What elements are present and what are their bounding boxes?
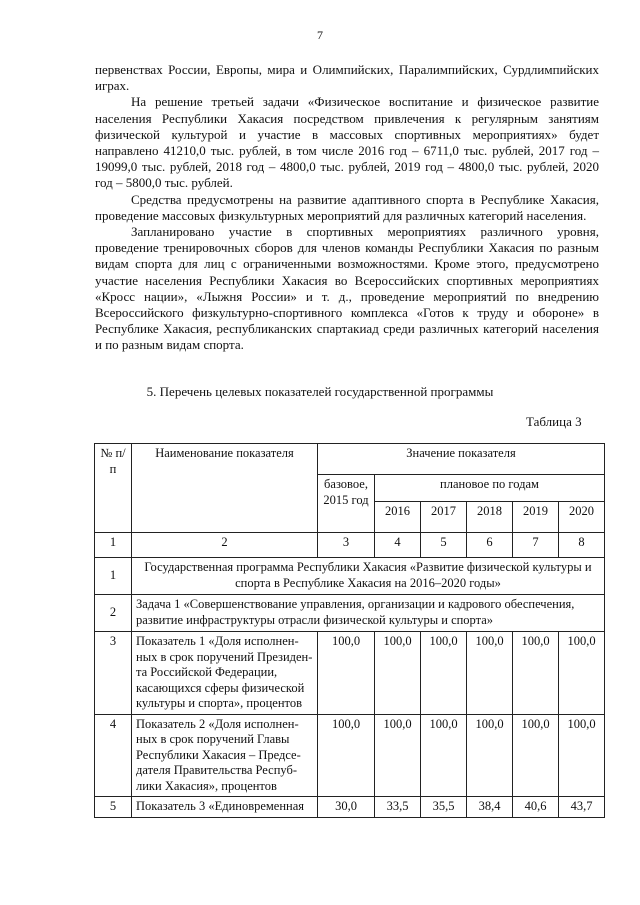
value-base: 30,0	[318, 797, 375, 818]
value-2016: 33,5	[375, 797, 421, 818]
value-2020: 43,7	[559, 797, 605, 818]
column-number: 1	[95, 533, 132, 558]
header-year: 2017	[421, 502, 467, 533]
section-title: 5. Перечень целевых показателей государственной программы	[146, 384, 494, 399]
header-value-group: Значение показателя	[318, 444, 605, 475]
program-title: Государственная программа Республики Хакасия «Развитие физической культуры и спорта в Республике Хакасия на 2016–2020 годы»	[132, 558, 605, 595]
header-planned: плановое по годам	[375, 475, 605, 502]
column-number: 3	[318, 533, 375, 558]
value-2020: 100,0	[559, 632, 605, 715]
paragraph-3: Средства предусмотрены на развитие адаптивного спорта в Республике Хакасия, проведение массовых физкультурных мероприятий для различных категорий населения.	[95, 191, 599, 223]
task-title: Задача 1 «Совершенствование управления, организации и кадрового обеспечения, развитие инфраструктуры отрасли физической культуры и спорта»	[132, 595, 605, 632]
value-2018: 100,0	[467, 714, 513, 797]
paragraph-2: На решение третьей задачи «Физическое воспитание и физическое развитие населения Республики Хакасия посредством привлечения к регулярным занятиям физической культурой и участие в массовых спортивных мероприятиях» будет направлено 41210,0 тыс. рублей, в том числе 2016 год – 6711,0 тыс. рублей, 2017 год – 19099,0 тыс. рублей, 2018 год – 4800,0 тыс. рублей, 2019 год – 4800,0 тыс. рублей, 2020 год – 5800,0 тыс. рублей.	[95, 94, 599, 191]
value-2019: 100,0	[513, 632, 559, 715]
paragraph-1: первенствах России, Европы, мира и Олимпийских, Паралимпийских, Сурдлимпийских играх.	[95, 62, 599, 94]
header-year: 2019	[513, 502, 559, 533]
row-number: 1	[95, 558, 132, 595]
header-year: 2016	[375, 502, 421, 533]
paragraph-4: Запланировано участие в спортивных мероприятиях различного уровня, проведение тренировочных сборов для членов команды Республики Хакасия по разным видам спорта для лиц с ограниченными возможностями. Кроме этого, предусмотрено участие населения Республики Хакасия во Всероссийских спортивных мероприятиях «Кросс нации», «Лыжня России» и т. д., проведение мероприятий по внедрению Всероссийского физкультурно-спортивного комплекса «Готов к труду и обороне» в Республике Хакасия, республиканских спартакиад среди различных категорий населения и по разным видам спорта.	[95, 224, 599, 353]
indicators-table	[94, 443, 605, 818]
table-row	[95, 797, 605, 818]
column-number: 5	[421, 533, 467, 558]
column-number: 8	[559, 533, 605, 558]
header-year: 2018	[467, 502, 513, 533]
header-year: 2020	[559, 502, 605, 533]
value-2017: 100,0	[421, 632, 467, 715]
header-row-1	[95, 444, 605, 475]
column-number-row	[95, 533, 605, 558]
value-base: 100,0	[318, 714, 375, 797]
table-row	[95, 714, 605, 797]
column-number: 6	[467, 533, 513, 558]
header-base: базовое, 2015 год	[318, 475, 375, 533]
value-2017: 35,5	[421, 797, 467, 818]
value-2019: 100,0	[513, 714, 559, 797]
page-number: 7	[317, 28, 323, 42]
row-number: 5	[95, 797, 132, 818]
table-label: Таблица 3	[526, 414, 582, 429]
column-number: 4	[375, 533, 421, 558]
value-2016: 100,0	[375, 632, 421, 715]
indicator-name: Показатель 1 «Доля исполнен-ных в срок поручений Президен-та Российской Федерации, касающихся сферы физической культуры и спорта», процентов	[132, 632, 318, 715]
value-2017: 100,0	[421, 714, 467, 797]
table-row	[95, 632, 605, 715]
column-number: 2	[132, 533, 318, 558]
value-2018: 38,4	[467, 797, 513, 818]
value-2019: 40,6	[513, 797, 559, 818]
row-number: 4	[95, 714, 132, 797]
header-num: № п/п	[95, 444, 132, 533]
value-2020: 100,0	[559, 714, 605, 797]
value-base: 100,0	[318, 632, 375, 715]
value-2018: 100,0	[467, 632, 513, 715]
header-name: Наименование показателя	[132, 444, 318, 533]
table-row-task	[95, 595, 605, 632]
row-number: 3	[95, 632, 132, 715]
body-text-top	[95, 62, 599, 354]
indicator-name: Показатель 2 «Доля исполнен-ных в срок поручений Главы Республики Хакасия – Предсе-дателя Правительства Респуб-лики Хакасия», процентов	[132, 714, 318, 797]
column-number: 7	[513, 533, 559, 558]
indicator-name: Показатель 3 «Единовременная	[132, 797, 318, 818]
row-number: 2	[95, 595, 132, 632]
table-row-program	[95, 558, 605, 595]
value-2016: 100,0	[375, 714, 421, 797]
